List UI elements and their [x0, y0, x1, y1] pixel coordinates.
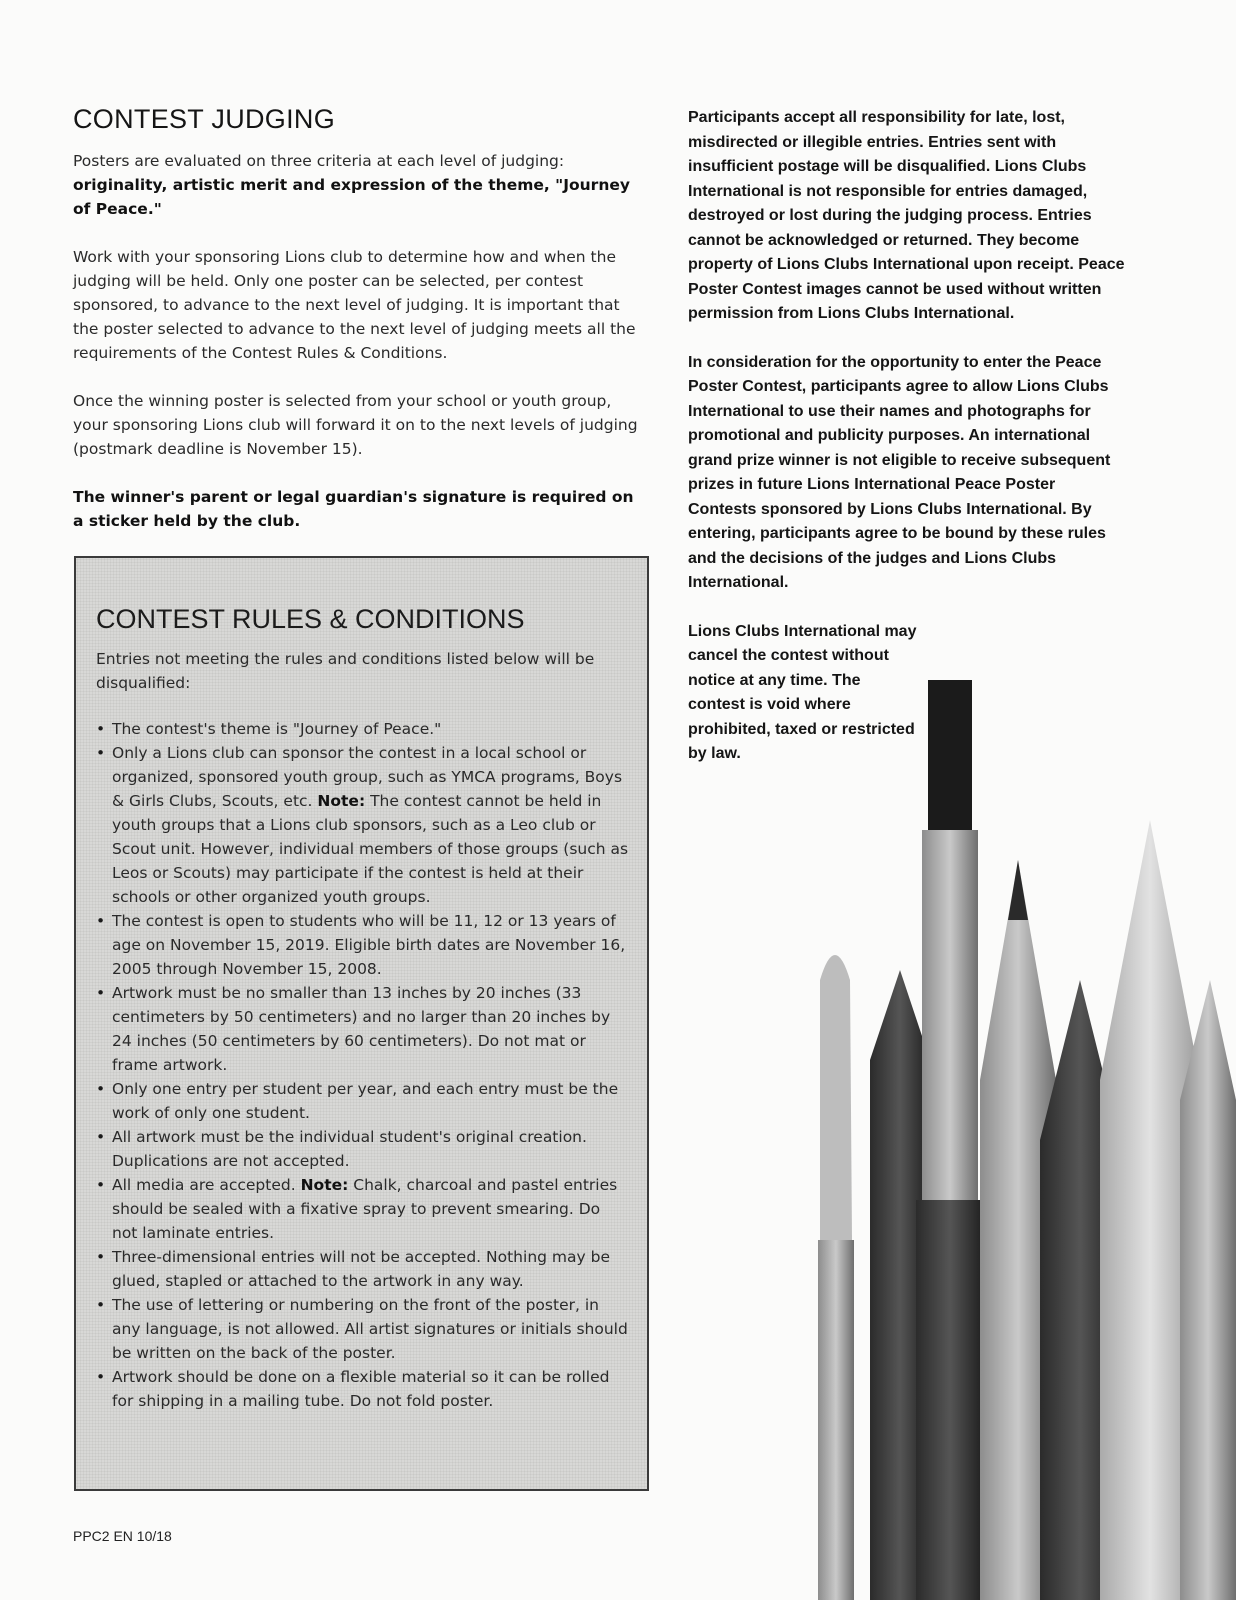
rule-age: • The contest is open to students who will be 11, 12 or 13 years of age on November 15, 2019. Eligible birth dates are November 16, 2005 through November 15, 2008.: [96, 909, 629, 981]
rule-flexible: • Artwork should be done on a flexible material so it can be rolled for shipping in a mailing tube. Do not fold poster.: [96, 1365, 629, 1413]
rule-media: [96, 1173, 629, 1245]
rule-three-dimensional: • Three-dimensional entries will not be accepted. Nothing may be glued, stapled or attached to the artwork in any way.: [96, 1245, 629, 1293]
rules-intro: Entries not meeting the rules and conditions listed below will be disqualified:: [96, 650, 595, 692]
signature-requirement: The winner's parent or legal guardian's signature is required on a sticker held by the club.: [73, 488, 634, 530]
rule-sponsor-note: The contest cannot be held in youth groups that a Lions club sponsors, such as a Leo club or Scout unit. However, individual members of those groups (such as Leos or Scouts) may participate if the contest is held at their schools or other organized youth groups.: [112, 792, 629, 906]
rule-size: • Artwork must be no smaller than 13 inches by 20 inches (33 centimeters by 50 centimeters) and no larger than 20 inches by 24 inches (50 centimeters by 60 centimeters). Do not mat or frame artwork.: [96, 981, 629, 1077]
rules-box: [74, 556, 649, 1491]
judging-criteria: [73, 149, 643, 221]
judging-process: Work with your sponsoring Lions club to determine how and when the judging will be held. Only one poster can be selected, per contest sponsored, to advance to the next level of judging. It is important that the poster selected to advance to the next level of judging meets all the requirements of the Contest Rules & Conditions.: [73, 248, 636, 362]
rule-media-note: Chalk, charcoal and pastel entries should be sealed with a fixative spray to prevent smearing. Do not laminate entries.: [112, 1176, 618, 1242]
note-label: Note:: [300, 1176, 349, 1194]
criteria-intro: Posters are evaluated on three criteria at each level of judging:: [73, 152, 565, 170]
rule-original: • All artwork must be the individual student's original creation. Duplications are not accepted.: [96, 1125, 629, 1173]
terms-consent: In consideration for the opportunity to enter the Peace Poster Contest, participants agree to allow Lions Clubs International to use their names and photographs for promotional and publicity purposes. An international grand prize winner is not eligible to receive subsequent prizes in future Lions International Peace Poster Contests sponsored by Lions Clubs International. By entering, participants agree to be bound by these rules and the decisions of the judges and Lions Clubs International.: [688, 353, 1111, 591]
rules-title: CONTEST RULES & CONDITIONS: [96, 604, 525, 634]
note-label: Note:: [317, 792, 366, 810]
terms-cancellation: Lions Clubs International may cancel the contest without notice at any time. The contest is void where prohibited, taxed or restricted by law.: [688, 622, 917, 762]
pencils-and-brushes-icon: [780, 680, 1236, 1600]
rule-one-entry: • Only one entry per student per year, and each entry must be the work of only one student.: [96, 1077, 629, 1125]
criteria-list: originality, artistic merit and expression of the theme, "Journey of Peace.": [73, 176, 630, 218]
rule-theme: • The contest's theme is "Journey of Peace.": [96, 717, 629, 741]
judging-forwarding: Once the winning poster is selected from your school or youth group, your sponsoring Lions club will forward it on to the next levels of judging (postmark deadline is November 15).: [73, 392, 638, 458]
rule-sponsor-text: Only a Lions club can sponsor the contest in a local school or organized, sponsored youth group, such as YMCA programs, Boys & Girls Clubs, Scouts, etc.: [112, 744, 623, 810]
judging-section: [73, 104, 643, 557]
document-code: PPC2 EN 10/18: [73, 1528, 172, 1544]
rule-media-text: All media are accepted.: [112, 1176, 301, 1194]
judging-title: CONTEST JUDGING: [73, 104, 336, 134]
rules-list: [96, 717, 629, 1413]
rule-sponsor: [96, 741, 629, 909]
rule-lettering: • The use of lettering or numbering on the front of the poster, in any language, is not allowed. All artist signatures or initials should be written on the back of the poster.: [96, 1293, 629, 1365]
terms-responsibility: Participants accept all responsibility for late, lost, misdirected or illegible entries. Entries sent with insufficient postage will be disqualified. Lions Clubs International is not responsible for entries damaged, destroyed or lost during the judging process. Entries cannot be acknowledged or returned. They become property of Lions Clubs International upon receipt. Peace Poster Contest images cannot be used without written permission from Lions Clubs International.: [688, 109, 1125, 322]
